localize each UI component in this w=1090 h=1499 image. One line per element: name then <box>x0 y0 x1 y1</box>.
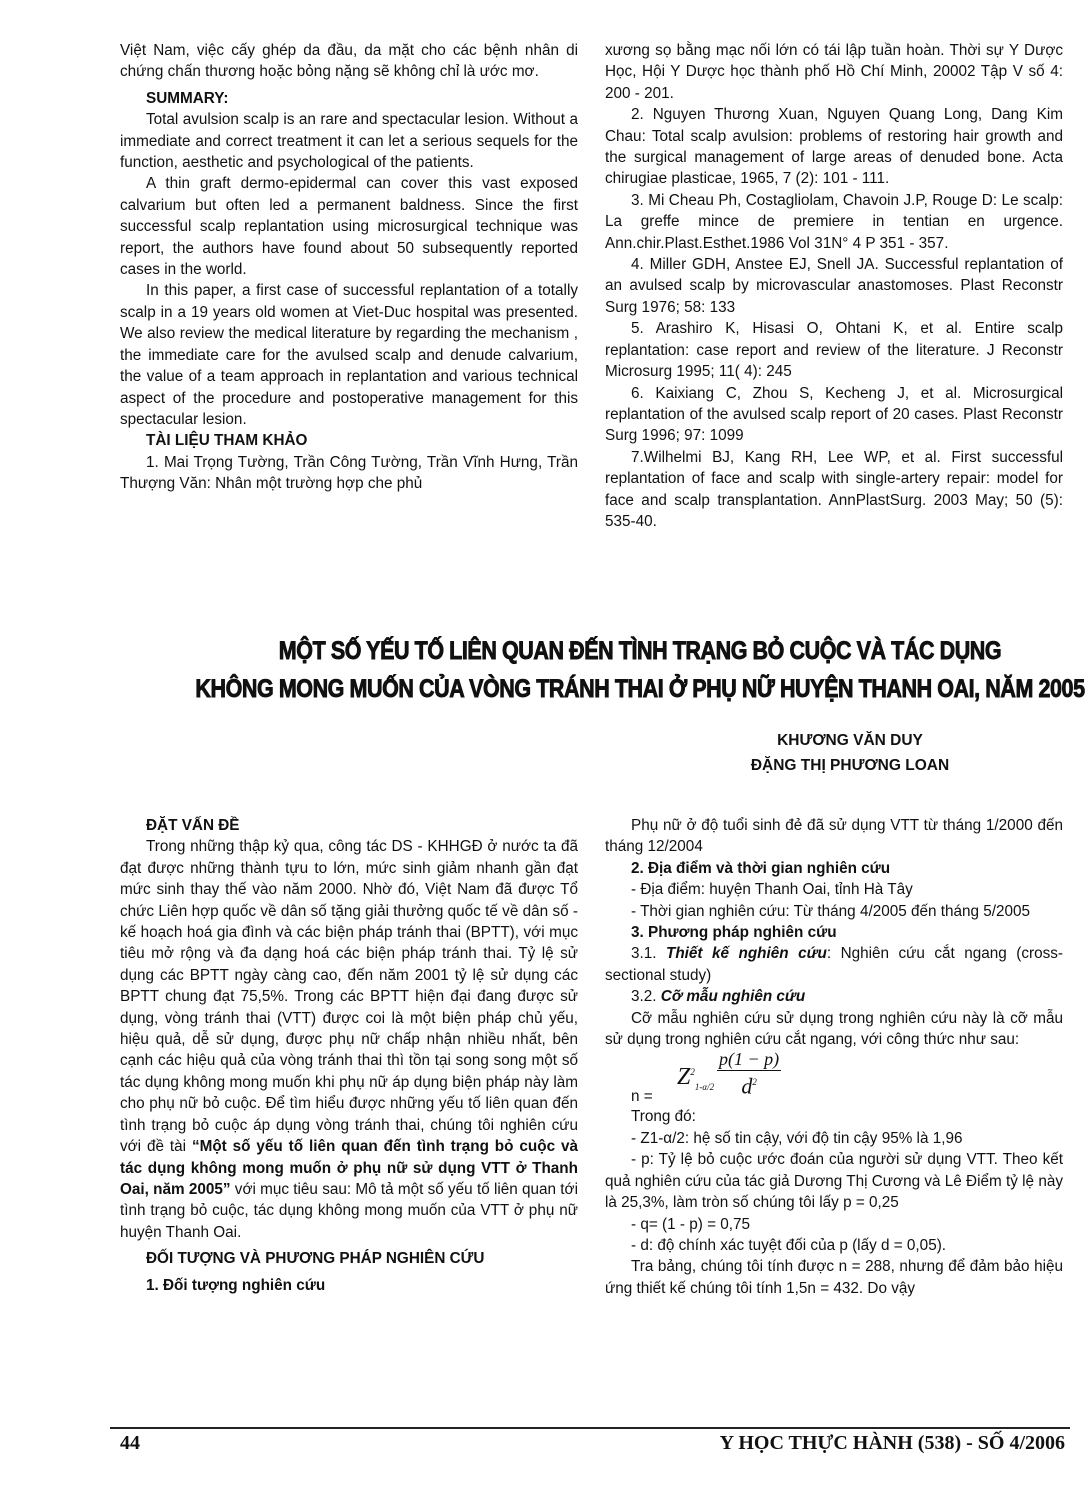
paragraph: - Địa điểm: huyện Thanh Oai, tỉnh Hà Tây <box>631 881 913 899</box>
text: : Nghiên cứu cắt ngang (cross-sectional study) <box>605 945 1063 984</box>
d-symbol: d <box>741 1073 753 1099</box>
previous-article-right-column <box>605 40 1063 532</box>
paragraph: Việt Nam, việc cấy ghép da đầu, da mặt cho các bệnh nhân di chứng chấn thương hoặc bỏng nặng sẽ không chỉ là ước mơ. <box>120 42 578 81</box>
author-name: KHƯƠNG VĂN DUY <box>777 732 923 749</box>
paragraph: In this paper, a first case of successful replantation of a totally scalp in a 19 years old women at Viet-Duc hospital was presented. We also review the medical literature by regarding the mechanism , the immediate care for the avulsed scalp and denude calvarium, the value of a team approach in replantation and various technical aspect of the procedure and postoperative management for this spectacular lesion. <box>120 282 578 428</box>
formula-lhs: n = <box>631 1088 653 1106</box>
summary-heading: SUMMARY: <box>146 89 229 107</box>
paragraph <box>605 943 1063 986</box>
numerator: p(1 − p) <box>719 1049 780 1070</box>
z-subscript: 1-α/2 <box>694 1082 715 1093</box>
paragraph: A thin graft dermo-epidermal can cover this vast exposed calvarium but often led a permanent baldness. Since the first successful scalp replantation using microsurgical technique was report, the authors have found about 50 subsequently reported cases in the world. <box>120 175 578 279</box>
subsection-heading: 3. Phương pháp nghiên cứu <box>631 924 837 942</box>
previous-article-left-column <box>120 40 578 495</box>
text: với mục tiêu sau: Mô tả một số yếu tố liên quan tới tình trạng bỏ cuộc, tác dụng không mong muốn của VTT ở phụ nữ huyện Thanh Oai. <box>120 1180 578 1241</box>
paragraph <box>605 986 1063 1007</box>
paragraph: - p: Tỷ lệ bỏ cuộc ước đoán của người sử dụng VTT. Theo kết quả nghiên cứu của tác giả Dương Thị Cương và Lê Điểm tỷ lệ này là 25,3%, làm tròn số chúng tôi lấy p = 0,25 <box>605 1151 1063 1212</box>
paragraph: Phụ nữ ở độ tuổi sinh đẻ đã sử dụng VTT từ tháng 1/2000 đến tháng 12/2004 <box>605 817 1063 856</box>
author-name: ĐẶNG THỊ PHƯƠNG LOAN <box>750 757 950 774</box>
text: 3.2. <box>631 988 661 1006</box>
authors <box>700 728 1000 778</box>
paragraph: - q= (1 - p) = 0,75 <box>631 1215 751 1233</box>
subsection-heading: 2. Địa điểm và thời gian nghiên cứu <box>631 859 891 877</box>
title-line: KHÔNG MONG MUỐN CỦA VÒNG TRÁNH THAI Ở PHỤ NỮ HUYỆN THANH OAI, NĂM 2005 <box>195 675 1085 703</box>
section-heading: ĐẶT VẤN ĐỀ <box>146 817 240 834</box>
subsection-title: Thiết kế nghiên cứu <box>665 945 827 963</box>
reference-item: 3. Mi Cheau Ph, Costagliolam, Chavoin J.P, Rouge D: Le scalp: La greffe mince de premiere in tentian en urgence. Ann.chir.Plast.Esthet.1986 Vol 31N° 4 P 351 - 357. <box>605 191 1063 252</box>
article-right-column <box>605 815 1063 1299</box>
reference-item: xương sọ bằng mạc nối lớn có tái lập tuần hoàn. Thời sự Y Dược Học, Hội Y Dược học thành phố Hồ Chí Minh, 20002 Tập V số 4: 200 - 201. <box>605 42 1063 102</box>
paragraph: Tra bảng, chúng tôi tính được n = 288, nhưng để đảm bảo hiệu ứng thiết kế chúng tôi tính 1,5n = 432. Do vậy <box>605 1258 1063 1297</box>
formula-fraction <box>717 1048 781 1097</box>
reference-item: 2. Nguyen Thương Xuan, Nguyen Quang Long, Dang Kim Chau: Total scalp avulsion: problems of restoring hair growth and the surgical management of large areas of denuded bone. Acta chirugiae plasticae, 1965, 7 (2): 101 - 111. <box>605 106 1063 188</box>
denominator <box>717 1071 781 1097</box>
z-symbol: Z <box>677 1064 691 1091</box>
d-exponent: 2 <box>752 1077 757 1088</box>
subsection-heading: 1. Đối tượng nghiên cứu <box>146 1276 326 1294</box>
paragraph: Trong đó: <box>631 1108 696 1126</box>
section-heading: ĐỐI TƯỢNG VÀ PHƯƠNG PHÁP NGHIÊN CỨU <box>146 1250 485 1268</box>
formula-z <box>677 1062 714 1098</box>
text: Trong những thập kỷ qua, công tác DS - KHHGĐ ở nước ta đã đạt được những thành tựu to lớn, mức sinh giảm nhanh gần đạt mức sinh thay thế vào năm 2000. Nhờ đó, Việt Nam đã được Tổ chức Liên hợp quốc về dân số tặng giải thưởng quốc tế về dân số - kế hoạch hoá gia đình và các biện pháp tránh thai (BPTT), với mục tiêu mở rộng và đa dạng hoá các biện pháp tránh thai. Tỷ lệ sử dụng các BPTT ngày càng cao, đến năm 2001 tỷ lệ sử dụng các BPTT chung đạt 75,5%. Trong các BPTT hiện đại đang được sử dụng, vòng tránh thai (VTT) được coi là một biện pháp chủ yếu, hiệu quả, dễ sử dụng, được phụ nữ chấp nhận nhiều nhất, bên cạnh các hiệu quả của vòng tránh thai thì tồn tại song song một số tác dụng không mong muốn khi phụ nữ áp dụng biện pháp này làm cho phụ nữ bỏ cuộc. Để tìm hiểu được những yếu tố liên quan đến tình trạng bỏ cuộc áp dụng vòng tránh thai, chúng tôi nghiên cứu với đề tài <box>120 838 578 1156</box>
article-title <box>184 632 1090 708</box>
paragraph: - Thời gian nghiên cứu: Từ tháng 4/2005 đến tháng 5/2005 <box>631 902 1031 920</box>
reference-item: 6. Kaixiang C, Zhou S, Kecheng J, et al. Microsurgical replantation of the avulsed scalp report of 20 cases. Plast Reconstr Surg 1996; 97: 1099 <box>605 384 1063 445</box>
subsection-title: Cỡ mẫu nghiên cứu <box>660 988 806 1006</box>
reference-item: 4. Miller GDH, Anstee EJ, Snell JA. Successful replantation of an avulsed scalp by microvascular anastomoses. Plast Reconstr Surg 1976; 58: 133 <box>605 256 1063 316</box>
sample-size-formula <box>605 1049 1063 1106</box>
z-exponent: 2 <box>690 1067 695 1078</box>
page-number: 44 <box>120 1432 140 1454</box>
footer-divider <box>110 1427 1070 1429</box>
article-left-column <box>120 815 578 1296</box>
title-line: MỘT SỐ YẾU TỐ LIÊN QUAN ĐẾN TÌNH TRẠNG BỎ CUỘC VÀ TÁC DỤNG <box>278 637 1002 665</box>
reference-item: 7.Wilhelmi BJ, Kang RH, Lee WP, et al. First successful replantation of face and scalp with single-artery repair: model for face and scalp transplantation. AnnPlastSurg. 2003 May; 50 (5): 535-40. <box>605 448 1063 530</box>
study-title-quote: “Một số yếu tố liên quan đến tình trạng bỏ cuộc và tác dụng không mong muốn ở phụ nữ sử dụng VTT ở Thanh Oai, năm 2005” <box>120 1138 579 1198</box>
paragraph: - Z1-α/2: hệ số tin cậy, với độ tin cậy 95% là 1,96 <box>631 1129 963 1147</box>
reference-item: 1. Mai Trọng Tường, Trần Công Tường, Trần Vĩnh Hưng, Trần Thượng Văn: Nhân một trường hợp che phủ <box>120 453 578 493</box>
reference-item: 5. Arashiro K, Hisasi O, Ohtani K, et al. Entire scalp replantation: case report and review of the literature. J Reconstr Microsurg 1995; 11( 4): 245 <box>605 320 1063 381</box>
journal-name: Y HỌC THỰC HÀNH (538) - SỐ 4/2006 <box>719 1432 1065 1454</box>
paragraph: - d: độ chính xác tuyệt đối của p (lấy d = 0,05). <box>631 1236 947 1254</box>
paragraph: Cỡ mẫu nghiên cứu sử dụng trong nghiên cứu này là cỡ mẫu sử dụng trong nghiên cứu cắt ngang, với công thức như sau: <box>605 1009 1063 1049</box>
references-heading: TÀI LIỆU THAM KHẢO <box>146 432 308 450</box>
text: 3.1. <box>631 945 666 963</box>
paragraph <box>120 836 578 1243</box>
paragraph: Total avulsion scalp is an rare and spectacular lesion. Without a immediate and correct treatment it can let a serious sequels for the function, aesthetic and psychological of the patients. <box>120 111 578 172</box>
